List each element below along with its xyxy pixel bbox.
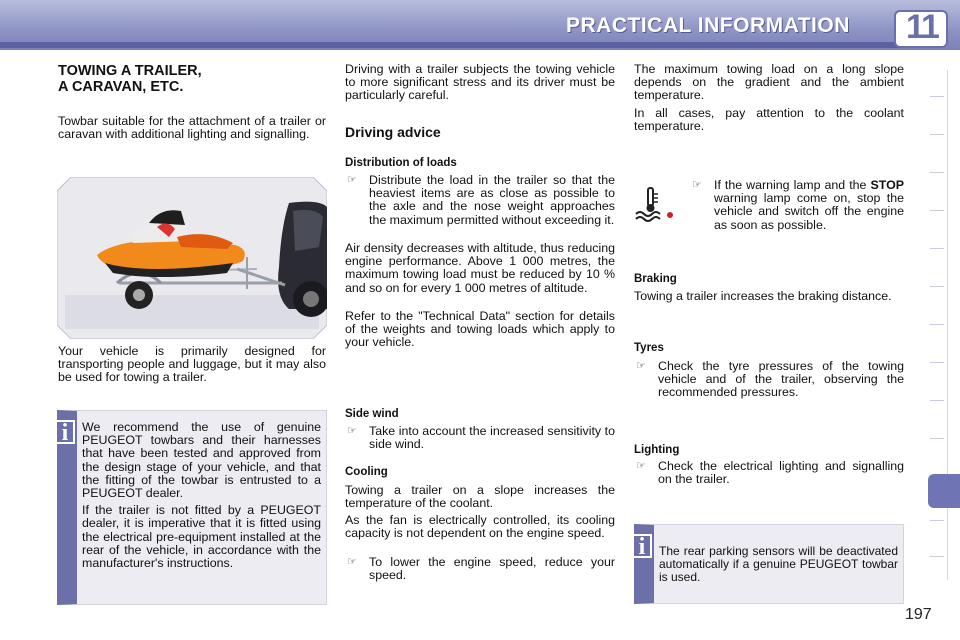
lighting-heading: Lighting — [634, 444, 680, 456]
bullet-pointer-icon: ☞ — [636, 460, 646, 472]
thumb-tick — [930, 362, 944, 363]
air-density-text: Air density decreases with altitude, thus reducing engine performance. Above 1 000 metres, the maximum towing load must be reduced by 10 % and so on for every 1 000 metres of altitude. — [345, 241, 615, 295]
max-towing-load-text: The maximum towing load on a long slope depends on the gradient and the ambient temperature. — [634, 62, 904, 103]
thumb-tick — [930, 400, 944, 401]
thumb-tick — [930, 248, 944, 249]
left-info-box — [57, 410, 327, 605]
technical-data-text: Refer to the "Technical Data" section for details of the weights and towing loads which apply to your vehicle. — [345, 309, 615, 350]
stop-lamp-label: STOP — [870, 178, 904, 192]
cooling-heading: Cooling — [345, 466, 388, 478]
bullet-pointer-icon: ☞ — [347, 174, 357, 186]
tyres-bullet — [636, 359, 904, 400]
thumb-tick — [930, 556, 944, 557]
section-title — [58, 63, 318, 95]
page-title: PRACTICAL INFORMATION — [566, 14, 850, 37]
right-info-box — [634, 524, 904, 604]
bullet-pointer-icon: ☞ — [636, 360, 646, 372]
braking-heading: Braking — [634, 273, 677, 285]
thumb-tick — [930, 134, 944, 135]
side-wind-bullet-text: Take into account the increased sensitivity to side wind. — [369, 424, 615, 452]
cooling-fan-text: As the fan is electrically controlled, its cooling capacity is not dependent on the engine speed. — [345, 513, 615, 541]
bullet-pointer-icon: ☞ — [692, 179, 702, 191]
thumb-tick — [930, 438, 944, 439]
coolant-attention-text: In all cases, pay attention to the coolant temperature. — [634, 106, 904, 134]
braking-text: Towing a trailer increases the braking distance. — [634, 289, 892, 303]
page-number: 197 — [905, 606, 932, 623]
trailer-stress-text: Driving with a trailer subjects the towing vehicle to more significant stress and its driver must be particularly careful. — [345, 62, 615, 103]
thumb-tick — [930, 324, 944, 325]
info-trailer-fitting-text: If the trailer is not fitted by a PEUGEOT dealer, it is imperative that it is fitted using the electrical pre-equipment installed at the rear of the vehicle, in accordance with the manufacturer's instructions. — [82, 503, 321, 571]
thumb-tick — [930, 286, 944, 287]
vehicle-usage-text: Your vehicle is primarily designed for transporting people and luggage, but it may also be used for towing a trailer. — [58, 344, 326, 385]
distribution-heading: Distribution of loads — [345, 157, 457, 169]
info-icon: i — [632, 534, 652, 558]
side-wind-bullet — [347, 424, 615, 452]
side-wind-heading: Side wind — [345, 408, 399, 420]
lighting-bullet-text: Check the electrical lighting and signalling on the trailer. — [658, 459, 904, 487]
towbar-intro: Towbar suitable for the attachment of a trailer or caravan with additional lighting and signalling. — [58, 114, 326, 142]
warning-lamp-text-suffix: warning lamp come on, stop the vehicle and switch off the engine as soon as possible. — [714, 191, 904, 232]
coolant-temperature-warning-icon — [632, 186, 676, 226]
tyres-bullet-text: Check the tyre pressures of the towing vehicle and of the trailer, observing the recommended pressures. — [658, 359, 904, 400]
thumb-tick — [930, 172, 944, 173]
lighting-bullet — [636, 459, 904, 487]
bullet-pointer-icon: ☞ — [347, 556, 357, 568]
bullet-pointer-icon: ☞ — [347, 425, 357, 437]
thumb-tick — [930, 210, 944, 211]
thumb-tick — [930, 96, 944, 97]
parking-sensors-info-text: The rear parking sensors will be deactivated automatically if a genuine PEUGEOT towbar is used. — [659, 544, 898, 584]
jet-ski-on-trailer-towed-by-car-illustration — [57, 177, 327, 339]
cooling-bullet-text: To lower the engine speed, reduce your speed. — [369, 555, 615, 583]
header-stripe — [0, 42, 900, 48]
tyres-heading: Tyres — [634, 342, 664, 354]
thumb-tick — [930, 520, 944, 521]
info-icon: i — [55, 420, 75, 444]
warning-lamp-bullet — [692, 178, 904, 232]
chapter-number: 11 — [906, 8, 938, 46]
cooling-bullet — [347, 555, 615, 583]
distribution-bullet — [347, 173, 615, 227]
cooling-slope-text: Towing a trailer on a slope increases the temperature of the coolant. — [345, 483, 615, 511]
section-title-line1: TOWING A TRAILER, — [58, 63, 202, 79]
driving-advice-heading: Driving advice — [345, 124, 441, 140]
thumb-index-active-tab[interactable] — [928, 474, 960, 508]
info-genuine-towbar-text: We recommend the use of genuine PEUGEOT towbars and their harnesses that have been tested and approved from the design stage of your vehicle, and that the fitting of the towbar is entrusted to a PEUGEOT dealer. — [82, 420, 321, 501]
section-title-line2: A CARAVAN, ETC. — [58, 79, 184, 95]
distribution-bullet-text: Distribute the load in the trailer so that the heaviest items are as close as possible to the axle and the nose weight approaches the maximum permitted without exceeding it. — [369, 173, 615, 227]
warning-lamp-text-prefix: If the warning lamp and the — [714, 178, 867, 192]
